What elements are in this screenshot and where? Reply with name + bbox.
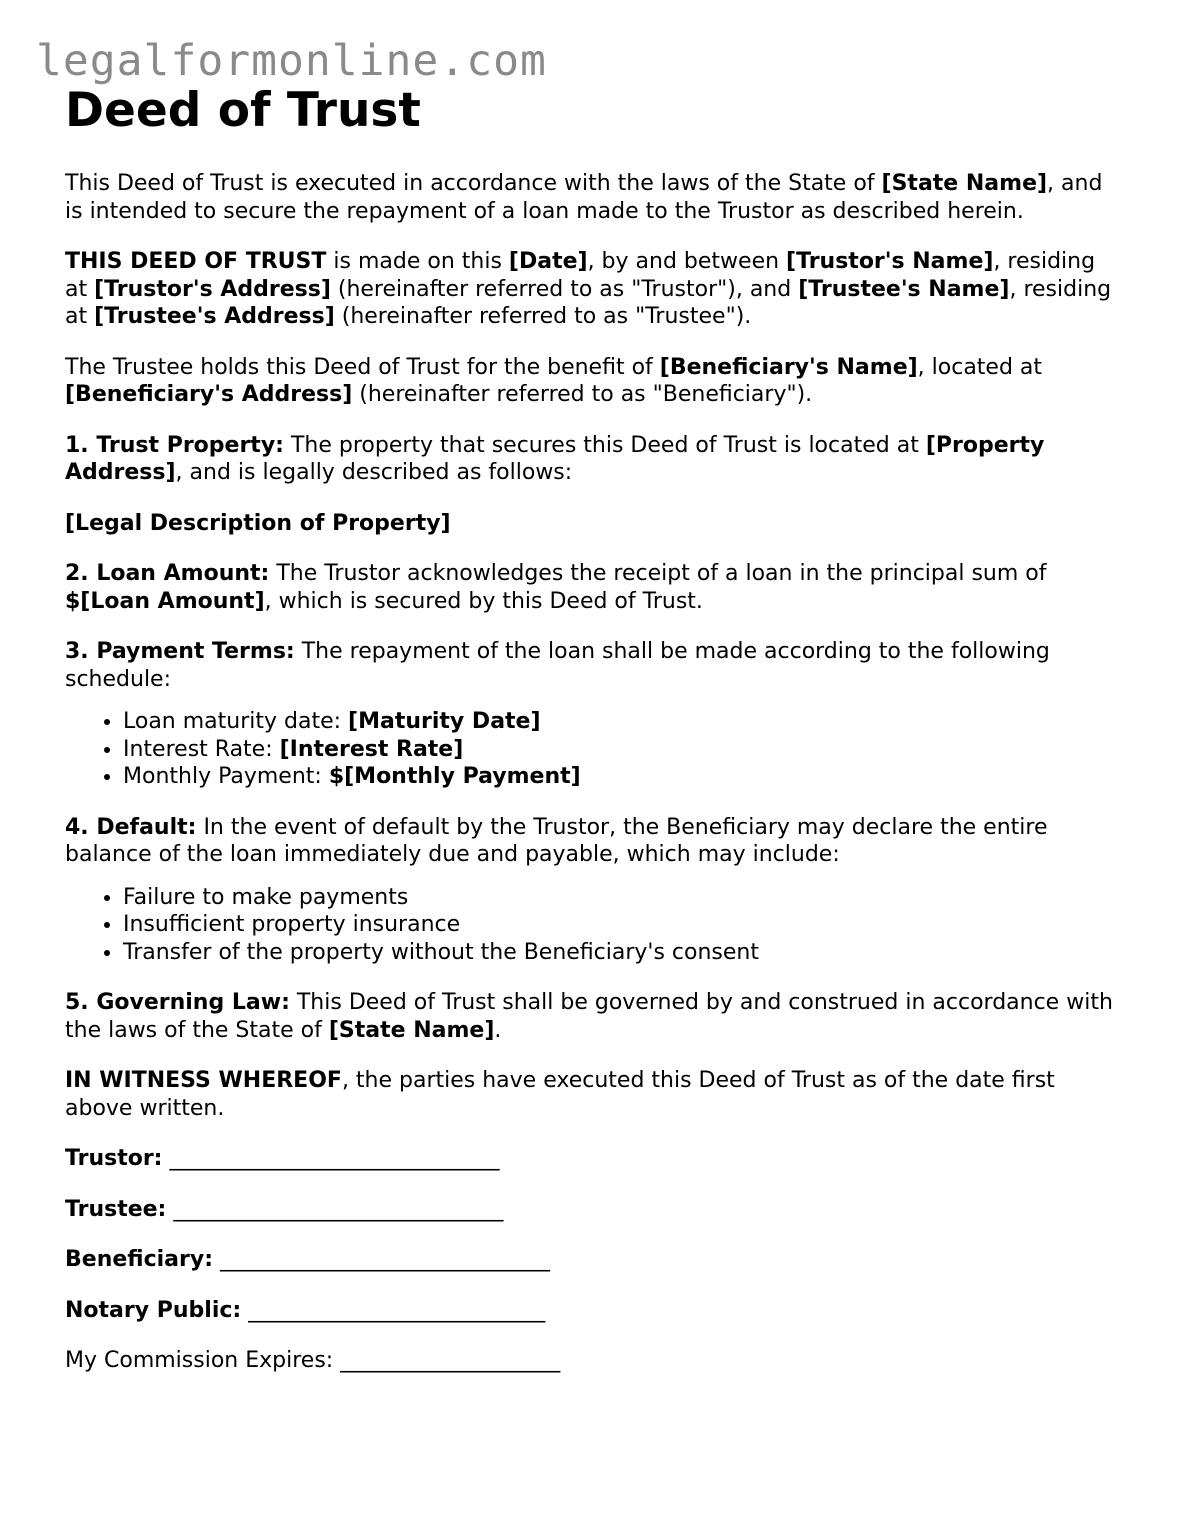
state-name-placeholder: [State Name] — [328, 1017, 495, 1043]
signature-trustee[interactable]: Trustee: ______________________________ — [65, 1196, 504, 1222]
legal-description-placeholder: [Legal Description of Property] — [65, 510, 451, 536]
section-payment-terms: 3. Payment Terms: The repayment of the loan shall be made according to the following schedule: — [65, 639, 1050, 692]
signature-line: ______________________________ — [169, 1146, 500, 1171]
signature-line: ___________________________ — [248, 1297, 546, 1323]
signature-line: ______________________________ — [173, 1196, 504, 1222]
payment-terms-list — [65, 708, 1115, 791]
trustor-name-placeholder: [Trustor's Name] — [786, 249, 994, 274]
beneficiary-name-placeholder: [Beneficiary's Name] — [659, 354, 918, 380]
date-placeholder: [Date] — [508, 249, 588, 274]
witness-paragraph: IN WITNESS WHEREOF, the parties have executed this Deed of Trust as of the date first above written. — [65, 1068, 1055, 1121]
watermark: legalformonline.com — [36, 36, 547, 86]
commission-expires[interactable]: My Commission Expires: ____________________ — [65, 1348, 561, 1373]
default-list — [65, 884, 1115, 967]
list-item: • Failure to make payments — [123, 884, 1115, 912]
signature-line: ____________________ — [340, 1348, 561, 1373]
parties-paragraph: THIS DEED OF TRUST is made on this [Date], by and between [Trustor's Name], residing at [Trustor's Address] (hereinafter referred to as "Trustor"), and [Trustee's Name], residing at [Trustee's Address] (hereinafter referred to as "Trustee"). — [65, 249, 1112, 329]
loan-amount-placeholder: $[Loan Amount] — [65, 588, 265, 614]
list-item: • Transfer of the property without the Beneficiary's consent — [123, 939, 1115, 967]
signature-beneficiary[interactable]: Beneficiary: ______________________________ — [65, 1247, 550, 1272]
signature-line: ______________________________ — [220, 1247, 550, 1272]
property-address-placeholder: [Property Address] — [65, 432, 1045, 485]
section-loan-amount: 2. Loan Amount: The Trustor acknowledges the receipt of a loan in the principal sum of $[Loan Amount], which is secured by this Deed of Trust. — [65, 561, 1047, 614]
state-name-placeholder: [State Name] — [881, 171, 1048, 196]
trustee-address-placeholder: [Trustee's Address] — [94, 304, 335, 329]
beneficiary-address-placeholder: [Beneficiary's Address] — [65, 382, 353, 407]
trustor-address-placeholder: [Trustor's Address] — [94, 276, 331, 302]
beneficiary-paragraph: The Trustee holds this Deed of Trust for the benefit of [Beneficiary's Name], located at [Beneficiary's Address] (hereinafter referred to as "Beneficiary"). — [65, 354, 1043, 407]
trustee-name-placeholder: [Trustee's Name] — [798, 276, 1010, 302]
section-default: 4. Default: In the event of default by the Trustor, the Beneficiary may declare the entire balance of the loan immediately due and payable, which may include: — [65, 814, 1048, 867]
intro-paragraph: This Deed of Trust is executed in accordance with the laws of the State of [State Name], and is intended to secure the repayment of a loan made to the Trustor as described herein. — [65, 171, 1103, 224]
signature-trustor[interactable]: Trustor: ______________________________ — [65, 1146, 500, 1171]
list-item: • Insufficient property insurance — [123, 911, 1115, 939]
document — [65, 84, 1115, 1398]
list-item: • Interest Rate: [Interest Rate] — [123, 736, 1115, 764]
section-trust-property: 1. Trust Property: The property that secures this Deed of Trust is located at [Property Address], and is legally described as follows: — [65, 432, 1045, 485]
signature-notary[interactable]: Notary Public: ___________________________ — [65, 1297, 546, 1323]
list-item: • Monthly Payment: $[Monthly Payment] — [123, 763, 1115, 791]
document-title: Deed of Trust — [65, 83, 421, 138]
list-item: • Loan maturity date: [Maturity Date] — [123, 708, 1115, 736]
section-governing-law: 5. Governing Law: This Deed of Trust shall be governed by and construed in accordance with the laws of the State of [State Name]. — [65, 990, 1113, 1043]
